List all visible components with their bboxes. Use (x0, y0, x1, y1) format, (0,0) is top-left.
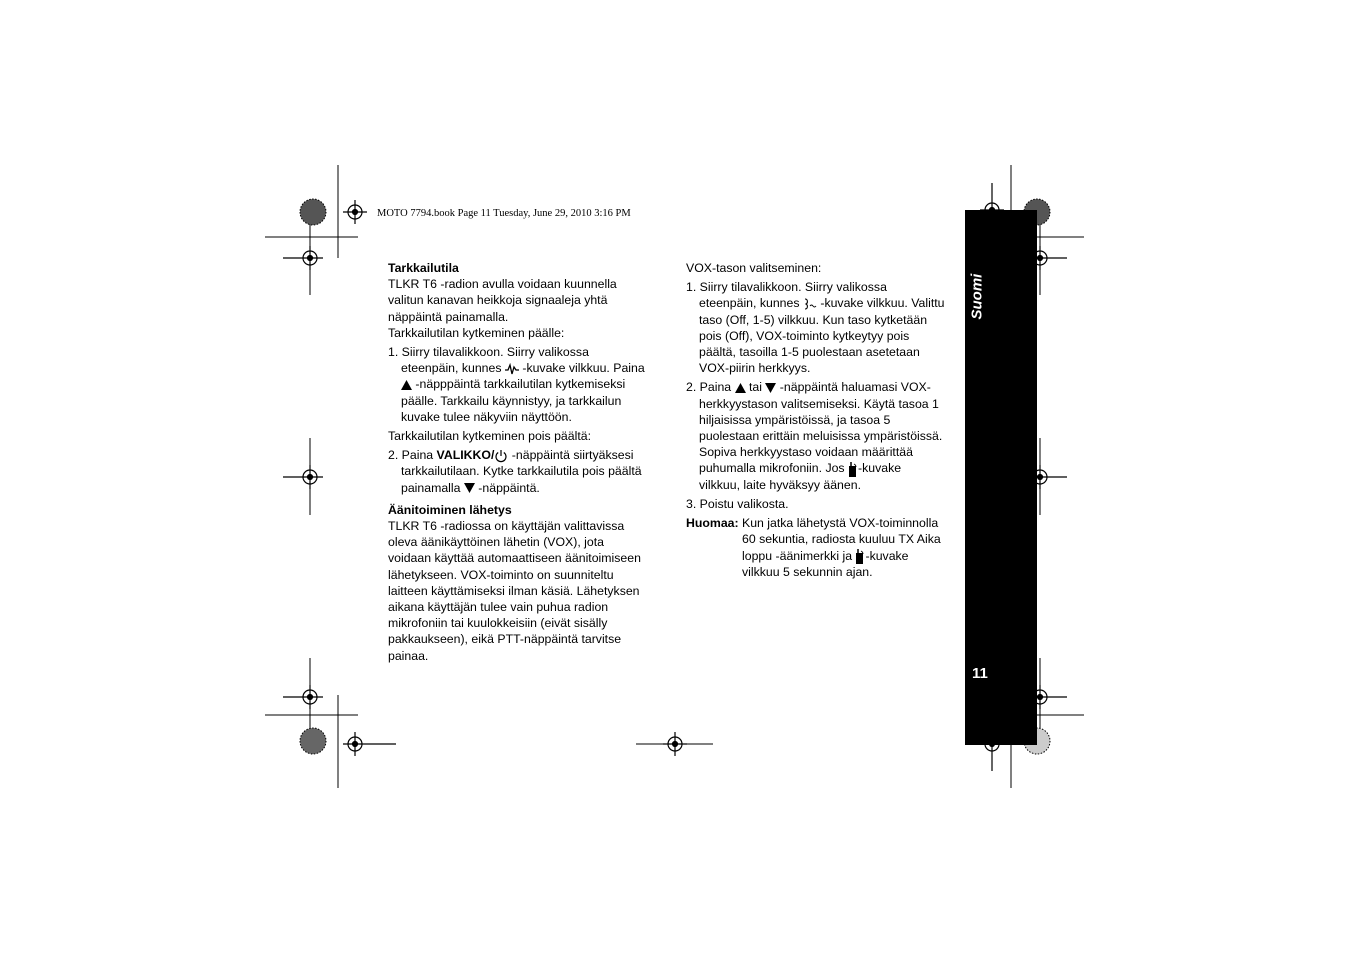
body-line: TLKR T6 -radiossa on käyttäjän valittavissa (388, 519, 625, 534)
step-line: 1. Siirry tilavalikkoon. Siirry valikossa (686, 280, 887, 295)
step-line: tarkkailutilaan. Kytke tarkkailutila pois päältä (401, 464, 642, 479)
step-line: 2. Paina VALIKKO/ -näppäintä siirtyäksesi (388, 448, 634, 463)
step-line: puhumalla mikrofoniin. Jos -kuvake (699, 461, 902, 476)
step-line: kuvake tulee näkyviin näyttöön. (401, 409, 572, 424)
arrow-down-icon (765, 383, 776, 393)
subheading-off: Tarkkailutilan kytkeminen pois päältä: (388, 429, 592, 444)
section-title-vox: Äänitoiminen lähetys (388, 502, 512, 517)
note-label: Huomaa: (686, 516, 739, 531)
note-line: loppu -äänimerkki ja -kuvake (742, 548, 909, 563)
note-line: vilkkuu 5 sekunnin ajan. (742, 564, 873, 579)
step-line: päältä, tasoilla 1-5 puolestaan asetetaan (699, 345, 920, 360)
step-line: Sopiva herkkyystaso voidaan määrittää (699, 445, 913, 460)
subheading-vox-level: VOX-tason valitseminen: (686, 261, 822, 275)
registration-mark-icon (283, 685, 323, 709)
step-line: painamalla -näppäintä. (401, 480, 540, 495)
body-line: voidaan käyttää automaattiseen äänitoimiseen (388, 551, 641, 566)
step-line: päälle. Tarkkailu käynnistyy, ja tarkkailun (401, 393, 622, 408)
step-line: -näpppäintä tarkkailutilan kytkemiseksi (388, 376, 663, 392)
step-line: hiljaisissa ympäristöissä, ja tasoa 5 (699, 412, 891, 427)
language-label: Suomi (968, 273, 986, 320)
note-text (742, 515, 958, 580)
arrow-up-icon (401, 380, 412, 390)
registration-mark-icon (283, 465, 323, 489)
registration-mark-icon (343, 732, 396, 756)
body-line: painaa. (388, 648, 429, 663)
registration-mark-icon (283, 246, 323, 270)
body-line: pakkaukseen), eikä PTT-näppäintä tarvitse (388, 632, 622, 647)
body-line: aikana käyttäjän tulee vain puhua radion (388, 600, 609, 615)
step-line: eteenpäin, kunnes -kuvake vilkkuu. Paina (401, 361, 645, 376)
section-title-monitor: Tarkkailutila (388, 261, 459, 275)
transmit-icon (848, 462, 858, 477)
body-line: näppäintä painamalla. (388, 309, 509, 324)
step-line: VOX-piirin herkkyys. (699, 361, 811, 376)
arrow-up-icon (735, 383, 746, 393)
step-line: 2. Paina tai -näppäintä haluamasi VOX- (686, 380, 931, 395)
registration-mark-icon (343, 200, 367, 224)
vox-icon (803, 297, 817, 311)
power-icon (494, 449, 508, 463)
step-line: pois (Off), VOX-toiminto kytkeytyy pois (699, 328, 910, 343)
starburst-mark-icon (300, 728, 326, 754)
note-line: 60 sekuntia, radiosta kuuluu TX Aika (742, 532, 941, 547)
step-line: taso (Off, 1-5) vilkkuu. Kun taso kytketään (699, 312, 928, 327)
step-line: 3. Poistu valikosta. (686, 496, 789, 511)
step-line: puolestaan erittäin meluisissa ympäristöissä. (699, 429, 943, 444)
step-line: vilkkuu, laite hyväksyy äänen. (699, 477, 861, 492)
note-line: Kun jatka lähetystä VOX-toiminnolla (742, 516, 939, 531)
book-info-header: MOTO 7794.book Page 11 Tuesday, June 29, 2010 3:16 PM (377, 208, 631, 219)
body-line: TLKR T6 -radion avulla voidaan kuunnella (388, 277, 617, 292)
step-line: 1. Siirry tilavalikkoon. Siirry valikossa (388, 345, 589, 360)
note-block (686, 515, 958, 580)
arrow-down-icon (464, 483, 475, 493)
subheading-on: Tarkkailutilan kytkeminen päälle: (388, 325, 565, 340)
page-number: 11 (972, 665, 988, 682)
registration-mark-icon (663, 732, 687, 756)
step-line: herkkyystason valitsemiseksi. Käytä tasoa 1 (699, 396, 939, 411)
body-line: mikrofoniin tai kuulokkeisiin (eivät sisälly (388, 616, 608, 631)
body-line: oleva äänikäyttöinen lähetin (VOX), jota (388, 535, 605, 550)
body-line: valitun kanavan heikkoja signaaleja yhtä (388, 293, 608, 308)
step-line: eteenpäin, kunnes -kuvake vilkkuu. Valittu (699, 296, 945, 311)
body-line: lähetykseen. VOX-toiminto on suunniteltu (388, 567, 614, 582)
transmit-icon (855, 549, 865, 564)
body-line: laitteen käyttämiseksi ilman käsiä. Lähetyksen (388, 583, 640, 598)
left-column (388, 260, 663, 664)
monitor-pulse-icon (505, 363, 519, 375)
right-column (686, 260, 958, 580)
starburst-mark-icon (300, 199, 326, 225)
